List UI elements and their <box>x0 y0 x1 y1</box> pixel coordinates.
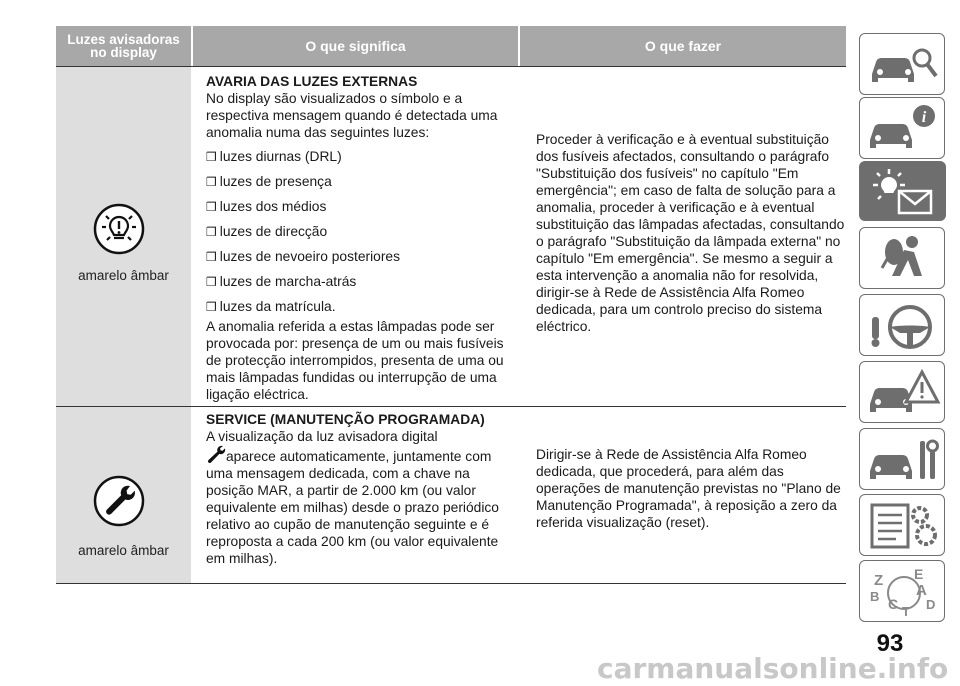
svg-text:i: i <box>921 109 927 126</box>
external-light-fault-icon <box>93 203 145 255</box>
row-intro-continued: aparece automaticamente, juntamente com uma mensagem dedicada, com a chave na posição MAR, a partir de 2.000 km (ou valor equivalente em milhas) desde o prazo periódico relativo ao cupão de manutenção seguinte e é reproposta a cada 200 km (ou valor equivalente em milhas). <box>206 445 521 567</box>
car-tools-icon <box>860 429 944 489</box>
meaning-service <box>206 411 521 567</box>
wrench-icon <box>206 445 226 463</box>
airbag-person-icon <box>860 228 944 288</box>
row-outro: A anomalia referida a estas lâmpadas pode ser provocada por: presença de um ou mais fusíveis de protecção interrompidos, presenta de uma ou mais lâmpadas fundidas ou interrupção de uma ligação eléctrica. <box>206 319 504 402</box>
specs-gear-icon <box>860 495 944 555</box>
svg-text:T: T <box>902 604 910 619</box>
chapter-tab-technical-data[interactable] <box>859 494 945 556</box>
list-item: ❒ luzes de presença <box>206 174 332 189</box>
row-title: AVARIA DAS LUZES EXTERNAS <box>206 74 418 89</box>
action-service: Dirigir-se à Rede de Assistência Alfa Romeo dedicada, que procederá, para além das operações de manutenção previstas no "Plano de Manutenção Programada", à reposição a zero da referida visualização (reset). <box>536 447 841 530</box>
meaning-external-lights <box>206 73 521 403</box>
chapter-tab-emergency[interactable] <box>859 361 945 423</box>
svg-text:E: E <box>914 566 924 582</box>
table-bottom-line <box>56 583 846 584</box>
chapter-tab-dashboard[interactable] <box>859 97 945 159</box>
page-number: 93 <box>876 630 904 657</box>
row-intro: A visualização da luz avisadora digital <box>206 429 438 444</box>
chapter-tab-index[interactable] <box>859 560 945 622</box>
alphabet-index-icon <box>860 561 944 621</box>
car-info-icon <box>860 98 944 158</box>
svg-text:A: A <box>916 582 927 599</box>
chapter-tab-warning-lights[interactable] <box>859 161 946 221</box>
chapter-tab-car-knowledge[interactable] <box>859 33 945 95</box>
action-external-lights: Proceder à verificação e à eventual substituição dos fusíveis afectados, consultando o parágrafo "Substituição dos fusíveis" no capítulo "Em emergência"; em caso de falta de solução para a anomalia, proceder à verificação e à eventual substituição das lâmpadas afectadas, consultando o parágrafo "Substituição da lâmpada externa" no capítulo "Em emergência". Se mesmo a seguir a esta intervenção a anomalia não for resolvida, dirigir-se à Rede de Assistência Alfa Romeo dedicada, para um controlo preciso do sistema eléctrico. <box>536 132 845 334</box>
svg-text:B: B <box>870 589 880 604</box>
svg-text:C: C <box>888 596 899 612</box>
car-warning-icon <box>860 362 944 422</box>
car-search-icon <box>860 34 944 94</box>
service-wrench-icon <box>93 475 145 527</box>
row-title: SERVICE (MANUTENÇÃO PROGRAMADA) <box>206 412 485 427</box>
lamp-color-label: amarelo âmbar <box>78 543 169 558</box>
row-intro: No display são visualizados o símbolo e a respectiva mensagem quando é detectada uma anomalia numa das seguintes luzes: <box>206 91 498 140</box>
lamp-cell-service <box>56 407 191 583</box>
svg-text:D: D <box>926 597 936 612</box>
list-item: ❒ luzes diurnas (DRL) <box>206 149 342 164</box>
steering-wheel-icon <box>860 295 944 355</box>
svg-text:Z: Z <box>874 572 884 589</box>
header-meaning: O que significa <box>193 26 518 66</box>
warning-light-message-icon <box>859 161 946 221</box>
lamp-color-label: amarelo âmbar <box>78 268 169 283</box>
chapter-tab-maintenance[interactable] <box>859 428 945 490</box>
lamp-cell-external-lights <box>56 67 191 406</box>
list-item: ❒ luzes de marcha-atrás <box>206 274 357 289</box>
watermark: carmanualsonline.info <box>597 652 949 685</box>
list-item: ❒ luzes da matrícula. <box>206 299 336 314</box>
chapter-tab-safety[interactable] <box>859 227 945 289</box>
header-warning-lights: Luzes avisadoras no display <box>56 26 191 66</box>
chapter-tab-starting-driving[interactable] <box>859 294 945 356</box>
list-item: ❒ luzes de direcção <box>206 224 328 239</box>
list-item: ❒ luzes de nevoeiro posteriores <box>206 249 400 264</box>
header-action: O que fazer <box>520 26 846 66</box>
list-item: ❒ luzes dos médios <box>206 199 327 214</box>
